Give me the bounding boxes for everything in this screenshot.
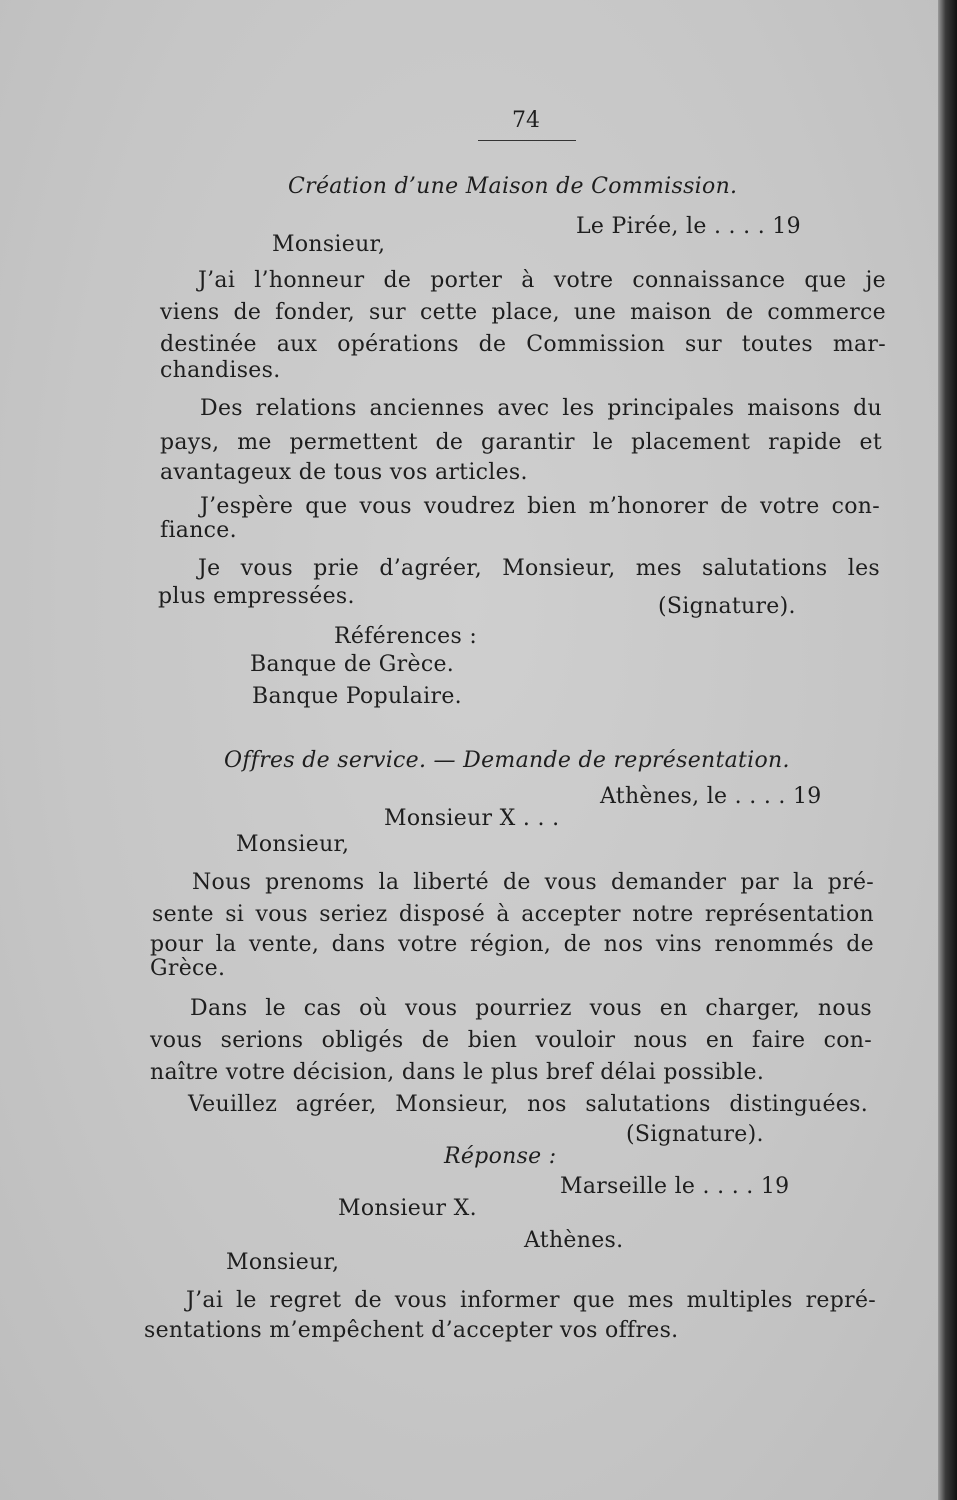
reply-p1-line2: sentations m’empêchent d’accepter vos offres. <box>144 1318 679 1343</box>
reference-1: Banque de Grèce. <box>250 652 455 677</box>
section1-p2-line3: avantageux de tous vos articles. <box>160 460 528 485</box>
section1-p3-line1: J’espère que vous voudrez bien m’honorer de votre con- <box>200 494 880 519</box>
section1-p1-line2: viens de fonder, sur cette place, une maison de commerce <box>160 300 886 325</box>
section2-p1-line2: sente si vous seriez disposé à accepter notre représentation <box>152 902 874 927</box>
references-label: Références : <box>334 624 478 649</box>
section1-p2-line2: pays, me permettent de garantir le placement rapide et <box>160 430 882 455</box>
section2-p1-line1: Nous prenoms la liberté de vous demander par la pré- <box>192 870 874 895</box>
section2-title: Offres de service. — Demande de représentation. <box>224 748 790 773</box>
section1-title: Création d’une Maison de Commission. <box>288 174 738 199</box>
reply-label: Réponse : <box>444 1144 557 1169</box>
section2-salutation: Monsieur, <box>236 832 350 857</box>
section2-signature: (Signature). <box>626 1122 764 1147</box>
section2-dateline: Athènes, le . . . . 19 <box>600 784 822 809</box>
page-number: 74 <box>512 108 540 133</box>
reply-addressee: Monsieur X. <box>338 1196 477 1221</box>
section2-p2-line3: naître votre décision, dans le plus bref délai possible. <box>150 1060 765 1085</box>
section2-p3: Veuillez agréer, Monsieur, nos salutations distinguées. <box>188 1092 868 1117</box>
section2-p2-line2: vous serions obligés de bien vouloir nous en faire con- <box>150 1028 872 1053</box>
section1-p3-line2: fiance. <box>160 518 237 543</box>
section1-p4-line2: plus empressées. <box>158 584 355 609</box>
section1-salutation: Monsieur, <box>272 232 386 257</box>
page-number-rule <box>478 140 576 141</box>
section1-p1-line4: chandises. <box>160 358 281 383</box>
book-edge-shadow <box>938 0 957 1500</box>
section1-p2-line1: Des relations anciennes avec les principales maisons du <box>200 396 882 421</box>
section2-addressee: Monsieur X . . . <box>384 806 560 831</box>
section1-p4-line1: Je vous prie d’agréer, Monsieur, mes salutations les <box>198 556 880 581</box>
section1-p1-line3: destinée aux opérations de Commission sur toutes mar- <box>160 332 886 357</box>
section2-p1-line3: pour la vente, dans votre région, de nos vins renommés de <box>150 932 874 957</box>
section1-signature: (Signature). <box>658 594 796 619</box>
section1-p1-line1: J’ai l’honneur de porter à votre connaissance que je <box>198 268 886 293</box>
reply-dateline: Marseille le . . . . 19 <box>560 1174 790 1199</box>
reference-2: Banque Populaire. <box>252 684 462 709</box>
section2-p1-line4: Grèce. <box>150 956 226 981</box>
reply-city: Athènes. <box>524 1228 624 1253</box>
reply-p1-line1: J’ai le regret de vous informer que mes multiples repré- <box>186 1288 876 1313</box>
reply-salutation: Monsieur, <box>226 1250 340 1275</box>
section1-dateline: Le Pirée, le . . . . 19 <box>576 214 801 239</box>
section2-p2-line1: Dans le cas où vous pourriez vous en charger, nous <box>190 996 872 1021</box>
